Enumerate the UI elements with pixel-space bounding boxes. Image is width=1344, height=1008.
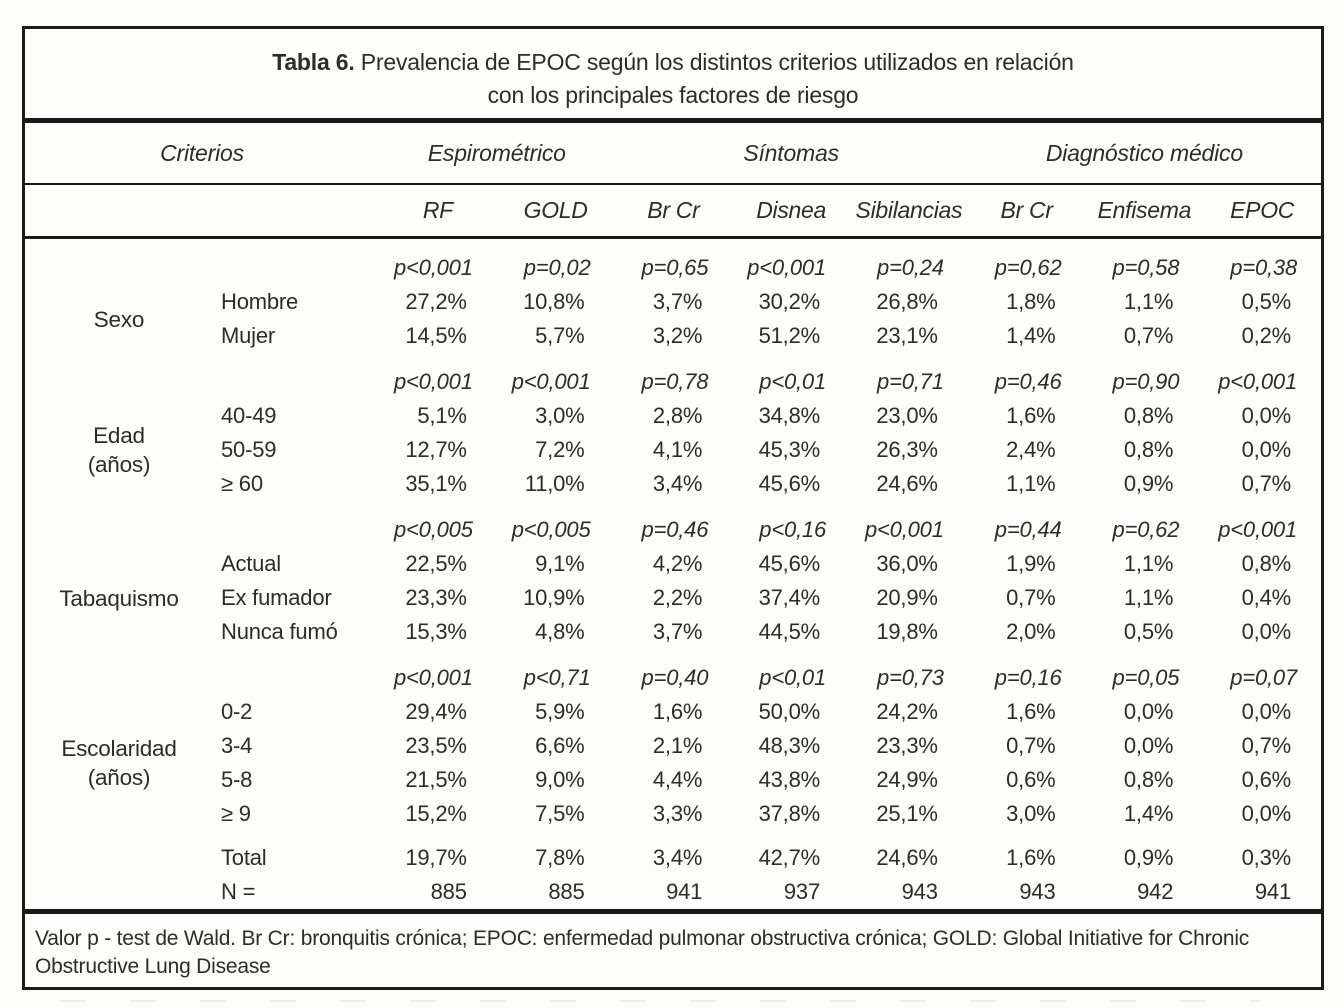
value-cell: 937	[783, 879, 820, 904]
row-group-label	[25, 399, 213, 501]
table-section	[25, 365, 1321, 501]
value-cell: 0,9%	[1123, 845, 1174, 870]
totals-section	[25, 841, 1321, 909]
value-cell: 3,7%	[652, 619, 703, 644]
value-cell: 4,4%	[652, 767, 703, 792]
group-header: Criterios	[160, 139, 244, 166]
value-cell: 12,7%	[405, 437, 467, 462]
value-cell: 942	[1137, 879, 1174, 904]
row-label: Nunca fumó	[221, 619, 338, 644]
value-cell: 4,2%	[652, 551, 703, 576]
value-cell: 0,0%	[1241, 437, 1291, 462]
column-header: GOLD	[523, 197, 588, 223]
value-cell: 19,7%	[405, 845, 467, 870]
value-cell: 0,6%	[1006, 767, 1056, 792]
value-cell: 941	[666, 879, 703, 904]
value-cell: 2,8%	[652, 403, 703, 428]
value-cell: 1,4%	[1006, 323, 1056, 348]
value-cell: 885	[548, 879, 585, 904]
value-cell: p=0,71	[877, 369, 944, 394]
totals-row	[25, 841, 1321, 875]
row-label: Hombre	[221, 289, 299, 314]
value-cell: 51,2%	[758, 323, 820, 348]
table-title-line1: Prevalencia de EPOC según los distintos criterios utilizados en relación	[360, 49, 1074, 75]
value-cell: 22,5%	[405, 551, 467, 576]
value-cell: p<0,001	[1218, 369, 1297, 394]
row-label: 40-49	[221, 403, 277, 428]
value-cell: 6,6%	[535, 733, 585, 758]
row-label: Mujer	[221, 323, 276, 348]
row-group-label-line: (años)	[87, 765, 151, 790]
value-cell: 1,6%	[1006, 845, 1056, 870]
value-cell: 1,6%	[652, 699, 703, 724]
group-header: Diagnóstico médico	[1045, 139, 1243, 166]
table-row	[25, 615, 1321, 649]
value-cell: 3,4%	[652, 471, 703, 496]
value-cell: 0,7%	[1006, 585, 1056, 610]
table-row	[25, 547, 1321, 581]
value-cell: p<0,001	[511, 369, 591, 394]
table-row	[25, 581, 1321, 615]
value-cell: 885	[430, 879, 467, 904]
row-label: 5-8	[221, 767, 253, 792]
value-cell: 27,2%	[405, 289, 467, 314]
value-cell: 941	[1254, 879, 1291, 904]
value-cell: p<0,001	[394, 369, 473, 394]
table-row	[25, 797, 1321, 831]
value-cell: p=0,16	[994, 665, 1062, 690]
column-header: EPOC	[1230, 197, 1295, 223]
group-header-row	[25, 123, 1321, 183]
row-group-label	[25, 695, 213, 831]
value-cell: 21,5%	[405, 767, 467, 792]
value-cell: 24,9%	[876, 767, 938, 792]
value-cell: 0,4%	[1241, 585, 1291, 610]
value-cell: 26,3%	[876, 437, 938, 462]
value-cell: 1,1%	[1123, 551, 1174, 576]
table-body	[25, 239, 1321, 909]
value-cell: 14,5%	[405, 323, 467, 348]
value-cell: 34,8%	[758, 403, 820, 428]
value-cell: p<0,001	[394, 665, 473, 690]
value-cell: p=0,46	[994, 369, 1062, 394]
row-group-label	[25, 285, 213, 353]
column-header: Enfisema	[1097, 197, 1192, 223]
value-cell: 23,5%	[405, 733, 467, 758]
value-cell: 3,0%	[535, 403, 585, 428]
value-cell: 50,0%	[758, 699, 820, 724]
value-cell: p=0,05	[1112, 665, 1180, 690]
value-cell: 24,6%	[876, 845, 938, 870]
value-cell: 7,8%	[535, 845, 585, 870]
value-cell: 3,7%	[652, 289, 703, 314]
value-cell: p<0,01	[759, 369, 826, 394]
table-section	[25, 661, 1321, 831]
value-cell: 1,4%	[1123, 801, 1174, 826]
column-header: Br Cr	[647, 197, 700, 223]
row-group-label-line: Edad	[93, 423, 145, 448]
table-row	[25, 467, 1321, 501]
value-cell: p=0,62	[994, 255, 1062, 280]
value-cell: 19,8%	[876, 619, 938, 644]
value-cell: 3,3%	[652, 801, 703, 826]
value-cell: 4,8%	[535, 619, 585, 644]
table-row	[25, 285, 1321, 319]
value-cell: 0,0%	[1123, 699, 1174, 724]
value-cell: p=0,62	[1112, 517, 1180, 542]
value-cell: p=0,44	[994, 517, 1062, 542]
value-cell: 0,8%	[1123, 403, 1174, 428]
value-cell: 0,5%	[1123, 619, 1174, 644]
value-cell: 0,0%	[1241, 801, 1291, 826]
value-cell: p<0,001	[1218, 517, 1297, 542]
value-cell: 23,3%	[405, 585, 467, 610]
value-cell: p<0,16	[759, 517, 826, 542]
column-header-row	[25, 185, 1321, 236]
value-cell: 10,8%	[523, 289, 585, 314]
row-label: 3-4	[221, 733, 253, 758]
value-cell: p=0,07	[1230, 665, 1297, 690]
table-title	[25, 29, 1321, 118]
value-cell: 3,0%	[1006, 801, 1056, 826]
row-group-label-line: Sexo	[93, 306, 145, 332]
value-cell: 3,2%	[652, 323, 703, 348]
table-row	[25, 399, 1321, 433]
value-cell: p=0,65	[641, 255, 709, 280]
value-cell: p=0,46	[641, 517, 709, 542]
value-cell: 0,3%	[1241, 845, 1291, 870]
row-label: 0-2	[221, 699, 253, 724]
table-row	[25, 695, 1321, 729]
value-cell: 0,9%	[1123, 471, 1174, 496]
value-cell: 15,2%	[405, 801, 467, 826]
row-label: Ex fumador	[221, 585, 332, 610]
value-cell: 45,6%	[758, 551, 820, 576]
value-cell: 37,4%	[758, 585, 820, 610]
column-header: Sibilancias	[855, 197, 963, 223]
value-cell: 9,1%	[535, 551, 585, 576]
value-cell: 1,1%	[1123, 585, 1174, 610]
value-cell: 0,6%	[1241, 767, 1291, 792]
value-cell: 0,0%	[1241, 699, 1291, 724]
value-cell: p<0,005	[511, 517, 591, 542]
value-cell: 1,1%	[1123, 289, 1174, 314]
value-cell: p=0,38	[1230, 255, 1297, 280]
value-cell: 37,8%	[758, 801, 820, 826]
value-cell: 3,4%	[652, 845, 703, 870]
value-cell: p<0,001	[747, 255, 826, 280]
column-header: Disnea	[756, 197, 827, 223]
row-label: 50-59	[221, 437, 277, 462]
scan-artifact	[60, 1000, 1260, 1002]
value-cell: 943	[1019, 879, 1056, 904]
value-cell: 0,0%	[1241, 619, 1291, 644]
value-cell: 42,7%	[758, 845, 820, 870]
row-group-label-line: Tabaquismo	[59, 585, 179, 611]
value-cell: 29,4%	[405, 699, 467, 724]
footnote: Valor p - test de Wald. Br Cr: bronquitis crónica; EPOC: enfermedad pulmonar obstructiva crónica; GOLD: Global Initiative for Chronic Obstructive Lung Disease	[35, 927, 1250, 978]
value-cell: 48,3%	[758, 733, 820, 758]
value-cell: 1,6%	[1006, 699, 1056, 724]
value-cell: p<0,005	[394, 517, 473, 542]
value-cell: p<0,01	[759, 665, 826, 690]
table-row	[25, 729, 1321, 763]
value-cell: 25,1%	[876, 801, 938, 826]
value-cell: 2,4%	[1006, 437, 1056, 462]
value-cell: 0,0%	[1123, 733, 1174, 758]
value-cell: 23,0%	[876, 403, 938, 428]
value-cell: p<0,001	[865, 517, 944, 542]
row-group-label-line: Escolaridad	[61, 736, 177, 761]
value-cell: p<0,001	[394, 255, 473, 280]
value-cell: p<0,71	[523, 665, 591, 690]
row-label: ≥ 9	[221, 801, 251, 826]
value-cell: 0,7%	[1241, 471, 1291, 496]
value-cell: 0,5%	[1241, 289, 1291, 314]
value-cell: 44,5%	[758, 619, 820, 644]
row-label: Actual	[221, 551, 281, 576]
value-cell: 26,8%	[876, 289, 938, 314]
value-cell: p=0,02	[523, 255, 591, 280]
value-cell: 0,0%	[1241, 403, 1291, 428]
value-cell: 7,2%	[535, 437, 585, 462]
value-cell: p=0,78	[641, 369, 709, 394]
row-group-label	[25, 547, 213, 649]
value-cell: p=0,90	[1112, 369, 1180, 394]
value-cell: 24,6%	[876, 471, 938, 496]
value-cell: 1,9%	[1006, 551, 1056, 576]
row-label: N =	[221, 879, 256, 904]
value-cell: 5,1%	[417, 403, 467, 428]
value-cell: 0,8%	[1123, 437, 1174, 462]
value-cell: 23,3%	[876, 733, 938, 758]
value-cell: 15,3%	[405, 619, 467, 644]
value-cell: 0,2%	[1241, 323, 1291, 348]
table-number: Tabla 6.	[272, 49, 355, 75]
totals-row	[25, 875, 1321, 909]
value-cell: 0,8%	[1123, 767, 1174, 792]
table-container	[22, 26, 1324, 990]
value-cell: p=0,40	[641, 665, 709, 690]
value-cell: 23,1%	[876, 323, 938, 348]
table-title-line2: con los principales factores de riesgo	[487, 82, 859, 108]
value-cell: 0,8%	[1241, 551, 1291, 576]
group-header: Síntomas	[743, 139, 839, 166]
value-cell: 2,0%	[1006, 619, 1056, 644]
value-cell: 1,1%	[1006, 471, 1056, 496]
value-cell: 0,7%	[1123, 323, 1174, 348]
p-value-row	[25, 513, 1321, 547]
p-value-row	[25, 661, 1321, 695]
value-cell: p=0,73	[877, 665, 944, 690]
value-cell: 24,2%	[876, 699, 938, 724]
value-cell: 30,2%	[758, 289, 820, 314]
value-cell: 45,6%	[758, 471, 820, 496]
value-cell: 2,1%	[652, 733, 703, 758]
value-cell: 7,5%	[535, 801, 585, 826]
value-cell: p=0,58	[1112, 255, 1180, 280]
p-value-row	[25, 251, 1321, 285]
table-section	[25, 513, 1321, 649]
value-cell: 20,9%	[876, 585, 938, 610]
value-cell: 5,9%	[535, 699, 585, 724]
table-section	[25, 251, 1321, 353]
table-row	[25, 763, 1321, 797]
value-cell: 36,0%	[876, 551, 938, 576]
value-cell: 0,7%	[1006, 733, 1056, 758]
value-cell: 5,7%	[535, 323, 585, 348]
row-label: ≥ 60	[221, 471, 263, 496]
table-row	[25, 319, 1321, 353]
column-header: Br Cr	[1000, 197, 1053, 223]
value-cell: 1,6%	[1006, 403, 1056, 428]
row-label: Total	[221, 845, 267, 870]
value-cell: 943	[901, 879, 938, 904]
value-cell: 9,0%	[535, 767, 585, 792]
value-cell: 35,1%	[405, 471, 467, 496]
p-value-row	[25, 365, 1321, 399]
value-cell: 4,1%	[652, 437, 703, 462]
value-cell: p=0,24	[877, 255, 944, 280]
group-header: Espirométrico	[427, 139, 566, 166]
value-cell: 11,0%	[524, 471, 585, 496]
value-cell: 2,2%	[652, 585, 703, 610]
value-cell: 1,8%	[1006, 289, 1056, 314]
table-row	[25, 433, 1321, 467]
column-header: RF	[422, 197, 453, 223]
value-cell: 45,3%	[758, 437, 820, 462]
value-cell: 10,9%	[523, 585, 585, 610]
row-group-label-line: (años)	[87, 452, 151, 477]
value-cell: 43,8%	[758, 767, 820, 792]
value-cell: 0,7%	[1241, 733, 1291, 758]
